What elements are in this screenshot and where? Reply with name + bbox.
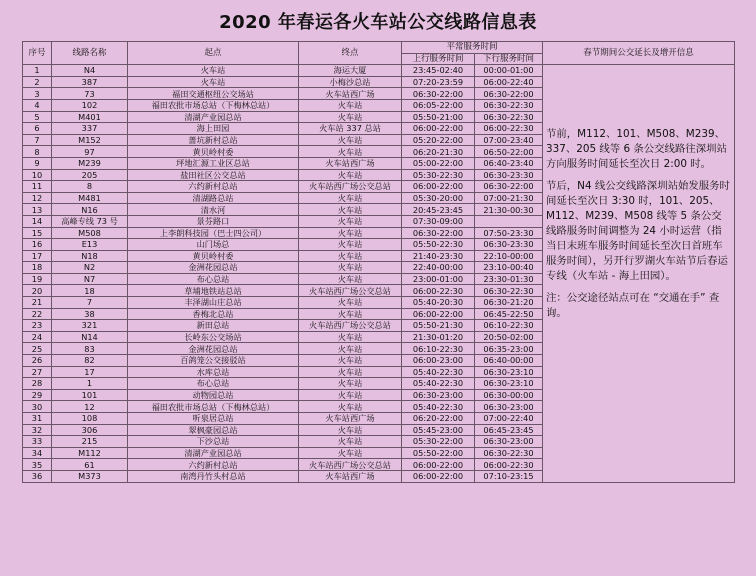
up-time-cell: 06:30-22:00 xyxy=(402,88,475,100)
line-cell: N4 xyxy=(52,65,128,77)
line-cell: 12 xyxy=(52,401,128,413)
down-time-cell: 06:10-22:30 xyxy=(475,320,543,332)
end-cell: 火车站 xyxy=(299,308,402,320)
seq-cell: 7 xyxy=(23,134,52,146)
seq-cell: 1 xyxy=(23,65,52,77)
table-row xyxy=(23,65,735,77)
end-cell: 火车站 xyxy=(299,250,402,262)
down-time-cell: 07:00-23:40 xyxy=(475,134,543,146)
start-cell: 坪地汇源工业区总站 xyxy=(128,157,299,169)
up-time-cell: 06:00-22:00 xyxy=(402,181,475,193)
line-cell: 101 xyxy=(52,389,128,401)
start-cell: 福田交通枢纽公交场站 xyxy=(128,88,299,100)
up-time-cell: 06:20-22:00 xyxy=(402,413,475,425)
note-pre-holiday: 节前，M112、101、M508、M239、337、205 线等 6 条公交线路往深圳站方向服务时间延长至次日 2:00 时。 xyxy=(546,128,727,171)
header-line: 线路名称 xyxy=(52,42,128,65)
seq-cell: 3 xyxy=(23,88,52,100)
end-cell: 火车站 xyxy=(299,401,402,413)
end-cell: 火车站 xyxy=(299,366,402,378)
seq-cell: 17 xyxy=(23,250,52,262)
start-cell: 山门场总 xyxy=(128,239,299,251)
end-cell: 火车站 xyxy=(299,343,402,355)
end-cell: 火车站西广场 xyxy=(299,157,402,169)
start-cell: 福田农批市场总站（下梅林总站） xyxy=(128,401,299,413)
down-time-cell: 06:45-22:50 xyxy=(475,308,543,320)
line-cell: M401 xyxy=(52,111,128,123)
line-cell: 73 xyxy=(52,88,128,100)
up-time-cell: 06:20-21:30 xyxy=(402,146,475,158)
seq-cell: 2 xyxy=(23,76,52,88)
start-cell: 上李朗科技园（巴士四公司） xyxy=(128,227,299,239)
seq-cell: 35 xyxy=(23,459,52,471)
seq-cell: 23 xyxy=(23,320,52,332)
header-down: 下行服务时间 xyxy=(475,53,543,65)
line-cell: M239 xyxy=(52,157,128,169)
seq-cell: 12 xyxy=(23,192,52,204)
header-end: 终点 xyxy=(299,42,402,65)
start-cell: 清湖产业园总站 xyxy=(128,111,299,123)
up-time-cell: 06:00-22:00 xyxy=(402,459,475,471)
start-cell: 水库总站 xyxy=(128,366,299,378)
down-time-cell: 21:30-00:30 xyxy=(475,204,543,216)
line-cell: 215 xyxy=(52,436,128,448)
up-time-cell: 06:05-22:00 xyxy=(402,99,475,111)
start-cell: 盐田社区公交总站 xyxy=(128,169,299,181)
seq-cell: 6 xyxy=(23,123,52,135)
line-cell: N16 xyxy=(52,204,128,216)
down-time-cell: 07:00-21:30 xyxy=(475,192,543,204)
down-time-cell: 06:00-22:30 xyxy=(475,459,543,471)
up-time-cell: 06:00-23:00 xyxy=(402,355,475,367)
down-time-cell: 07:00-22:40 xyxy=(475,413,543,425)
down-time-cell: 00:00-01:00 xyxy=(475,65,543,77)
seq-cell: 5 xyxy=(23,111,52,123)
seq-cell: 30 xyxy=(23,401,52,413)
down-time-cell: 23:10-00:40 xyxy=(475,262,543,274)
start-cell: 翠枫豪园总站 xyxy=(128,424,299,436)
down-time-cell: 23:30-01:30 xyxy=(475,273,543,285)
seq-cell: 8 xyxy=(23,146,52,158)
start-cell: 长岭东公交场站 xyxy=(128,331,299,343)
up-time-cell: 06:10-22:30 xyxy=(402,343,475,355)
seq-cell: 31 xyxy=(23,413,52,425)
end-cell: 火车站 337 总站 xyxy=(299,123,402,135)
end-cell: 火车站 xyxy=(299,297,402,309)
up-time-cell: 05:40-22:30 xyxy=(402,378,475,390)
seq-cell: 11 xyxy=(23,181,52,193)
end-cell: 火车站 xyxy=(299,99,402,111)
end-cell: 火车站 xyxy=(299,355,402,367)
start-cell: 丰泽湖山庄总站 xyxy=(128,297,299,309)
down-time-cell: 06:30-22:30 xyxy=(475,285,543,297)
down-time-cell: 07:10-23:15 xyxy=(475,470,543,482)
up-time-cell: 05:40-22:30 xyxy=(402,401,475,413)
start-cell: 火车站 xyxy=(128,76,299,88)
down-time-cell: 06:40-23:40 xyxy=(475,157,543,169)
header-up: 上行服务时间 xyxy=(402,53,475,65)
end-cell: 火车站 xyxy=(299,273,402,285)
seq-cell: 34 xyxy=(23,447,52,459)
up-time-cell: 21:30-01:20 xyxy=(402,331,475,343)
page-title: 2020 年春运各火车站公交线路信息表 xyxy=(219,12,537,33)
seq-cell: 26 xyxy=(23,355,52,367)
down-time-cell: 06:30-22:30 xyxy=(475,99,543,111)
start-cell: 清湖产业园总站 xyxy=(128,447,299,459)
down-time-cell: 06:30-22:30 xyxy=(475,111,543,123)
down-time-cell: 06:00-22:30 xyxy=(475,123,543,135)
start-cell: 黄贝岭村委 xyxy=(128,146,299,158)
down-time-cell: 06:00-22:40 xyxy=(475,76,543,88)
up-time-cell: 05:20-22:00 xyxy=(402,134,475,146)
line-cell: E13 xyxy=(52,239,128,251)
line-cell: M373 xyxy=(52,470,128,482)
line-cell: M152 xyxy=(52,134,128,146)
line-cell: 321 xyxy=(52,320,128,332)
note-post-holiday: 节后，N4 线公交线路深圳站始发服务时间延长至次日 3:30 时，101、205、M112、M239、M508 线等 5 条公交线路服务时间调整为 24 小时运营（指当日末班车服务时间延长至次日首班车服务时间），另开行罗湖火车站节后春运专线（火车站 - 海上田园）。 xyxy=(546,180,730,283)
note-lookup: 注：公交途径站点可在 “交通在手” 查询。 xyxy=(546,292,720,320)
down-time-cell: 06:30-22:00 xyxy=(475,88,543,100)
up-time-cell: 05:45-23:00 xyxy=(402,424,475,436)
end-cell: 火车站 xyxy=(299,204,402,216)
up-time-cell: 05:30-20:00 xyxy=(402,192,475,204)
down-time-cell xyxy=(475,215,543,227)
start-cell: 金洲花园总站 xyxy=(128,262,299,274)
start-cell: 百鸽笼公交接驳站 xyxy=(128,355,299,367)
up-time-cell: 05:00-22:00 xyxy=(402,157,475,169)
end-cell: 火车站西广场 xyxy=(299,413,402,425)
end-cell: 火车站 xyxy=(299,227,402,239)
start-cell: 新田总站 xyxy=(128,320,299,332)
start-cell: 下沙总站 xyxy=(128,436,299,448)
down-time-cell: 06:30-23:10 xyxy=(475,378,543,390)
start-cell: 布心总站 xyxy=(128,378,299,390)
down-time-cell: 06:30-22:00 xyxy=(475,181,543,193)
line-cell: 97 xyxy=(52,146,128,158)
seq-cell: 13 xyxy=(23,204,52,216)
seq-cell: 25 xyxy=(23,343,52,355)
end-cell: 火车站西广场公交总站 xyxy=(299,285,402,297)
seq-cell: 9 xyxy=(23,157,52,169)
up-time-cell: 06:30-23:00 xyxy=(402,389,475,401)
down-time-cell: 06:30-23:00 xyxy=(475,436,543,448)
seq-cell: 16 xyxy=(23,239,52,251)
up-time-cell: 06:00-22:00 xyxy=(402,123,475,135)
seq-cell: 33 xyxy=(23,436,52,448)
up-time-cell: 06:00-22:00 xyxy=(402,308,475,320)
end-cell: 海运大厦 xyxy=(299,65,402,77)
seq-cell: 20 xyxy=(23,285,52,297)
line-cell: M481 xyxy=(52,192,128,204)
start-cell: 景芬路口 xyxy=(128,215,299,227)
down-time-cell: 06:45-23:45 xyxy=(475,424,543,436)
line-cell: 337 xyxy=(52,123,128,135)
up-time-cell: 20:45-23:45 xyxy=(402,204,475,216)
line-cell: N7 xyxy=(52,273,128,285)
start-cell: 火车站 xyxy=(128,65,299,77)
seq-cell: 29 xyxy=(23,389,52,401)
seq-cell: 27 xyxy=(23,366,52,378)
seq-cell: 15 xyxy=(23,227,52,239)
start-cell: 黄贝岭村委 xyxy=(128,250,299,262)
up-time-cell: 05:50-22:30 xyxy=(402,239,475,251)
seq-cell: 18 xyxy=(23,262,52,274)
line-cell: M508 xyxy=(52,227,128,239)
start-cell: 六约新村总站 xyxy=(128,459,299,471)
line-cell: 8 xyxy=(52,181,128,193)
up-time-cell: 05:30-22:30 xyxy=(402,169,475,181)
line-cell: 83 xyxy=(52,343,128,355)
line-cell: 7 xyxy=(52,297,128,309)
end-cell: 小梅沙总站 xyxy=(299,76,402,88)
start-cell: 清水河 xyxy=(128,204,299,216)
end-cell: 火车站西广场公交总站 xyxy=(299,459,402,471)
seq-cell: 32 xyxy=(23,424,52,436)
start-cell: 海上田园 xyxy=(128,123,299,135)
up-time-cell: 22:40-00:00 xyxy=(402,262,475,274)
line-cell: 108 xyxy=(52,413,128,425)
end-cell: 火车站 xyxy=(299,262,402,274)
up-time-cell: 05:40-22:30 xyxy=(402,366,475,378)
end-cell: 火车站西广场公交总站 xyxy=(299,181,402,193)
seq-cell: 10 xyxy=(23,169,52,181)
up-time-cell: 07:30-09:00 xyxy=(402,215,475,227)
up-time-cell: 23:45-02:40 xyxy=(402,65,475,77)
line-cell: 387 xyxy=(52,76,128,88)
seq-cell: 14 xyxy=(23,215,52,227)
start-cell: 听泉居总站 xyxy=(128,413,299,425)
line-cell: 18 xyxy=(52,285,128,297)
end-cell: 火车站 xyxy=(299,447,402,459)
up-time-cell: 05:50-22:00 xyxy=(402,447,475,459)
down-time-cell: 20:50-02:00 xyxy=(475,331,543,343)
end-cell: 火车站西广场公交总站 xyxy=(299,320,402,332)
line-cell: 1 xyxy=(52,378,128,390)
down-time-cell: 07:50-23:30 xyxy=(475,227,543,239)
up-time-cell: 05:40-20:30 xyxy=(402,297,475,309)
up-time-cell: 21:40-23:30 xyxy=(402,250,475,262)
end-cell: 火车站 xyxy=(299,111,402,123)
end-cell: 火车站 xyxy=(299,215,402,227)
down-time-cell: 06:30-21:20 xyxy=(475,297,543,309)
down-time-cell: 06:30-23:30 xyxy=(475,169,543,181)
line-cell: 306 xyxy=(52,424,128,436)
line-cell: 38 xyxy=(52,308,128,320)
start-cell: 香梅北总站 xyxy=(128,308,299,320)
end-cell: 火车站 xyxy=(299,331,402,343)
line-cell: 82 xyxy=(52,355,128,367)
up-time-cell: 05:50-21:30 xyxy=(402,320,475,332)
line-cell: 61 xyxy=(52,459,128,471)
seq-cell: 21 xyxy=(23,297,52,309)
end-cell: 火车站 xyxy=(299,146,402,158)
start-cell: 动物园总站 xyxy=(128,389,299,401)
up-time-cell: 05:50-21:00 xyxy=(402,111,475,123)
down-time-cell: 06:30-23:10 xyxy=(475,366,543,378)
down-time-cell: 06:30-23:00 xyxy=(475,401,543,413)
end-cell: 火车站西广场 xyxy=(299,88,402,100)
start-cell: 草埔地铁站总站 xyxy=(128,285,299,297)
seq-cell: 22 xyxy=(23,308,52,320)
down-time-cell: 06:30-00:00 xyxy=(475,389,543,401)
end-cell: 火车站 xyxy=(299,378,402,390)
start-cell: 布心总站 xyxy=(128,273,299,285)
up-time-cell: 06:00-22:00 xyxy=(402,470,475,482)
notes-cell xyxy=(543,65,735,482)
end-cell: 火车站 xyxy=(299,389,402,401)
start-cell: 六约新村总站 xyxy=(128,181,299,193)
start-cell: 福田农批市场总站（下梅林总站） xyxy=(128,99,299,111)
down-time-cell: 06:30-23:30 xyxy=(475,239,543,251)
up-time-cell: 23:00-01:00 xyxy=(402,273,475,285)
down-time-cell: 06:40-00:00 xyxy=(475,355,543,367)
up-time-cell: 05:30-22:00 xyxy=(402,436,475,448)
up-time-cell: 06:30-22:00 xyxy=(402,227,475,239)
end-cell: 火车站 xyxy=(299,192,402,204)
schedule-body xyxy=(23,65,735,482)
header-service: 平常服务时间 xyxy=(402,42,543,54)
schedule-table xyxy=(22,41,735,483)
down-time-cell: 06:30-22:30 xyxy=(475,447,543,459)
seq-cell: 19 xyxy=(23,273,52,285)
line-cell: 205 xyxy=(52,169,128,181)
line-cell: 17 xyxy=(52,366,128,378)
line-cell: 102 xyxy=(52,99,128,111)
end-cell: 火车站 xyxy=(299,424,402,436)
line-cell: N14 xyxy=(52,331,128,343)
start-cell: 金洲花园总站 xyxy=(128,343,299,355)
down-time-cell: 06:50-22:00 xyxy=(475,146,543,158)
up-time-cell: 06:00-22:30 xyxy=(402,285,475,297)
start-cell: 蔷坑新村总站 xyxy=(128,134,299,146)
up-time-cell: 07:20-23:59 xyxy=(402,76,475,88)
seq-cell: 24 xyxy=(23,331,52,343)
seq-cell: 4 xyxy=(23,99,52,111)
seq-cell: 36 xyxy=(23,470,52,482)
down-time-cell: 22:10-00:00 xyxy=(475,250,543,262)
line-cell: N18 xyxy=(52,250,128,262)
start-cell: 清湖路总站 xyxy=(128,192,299,204)
start-cell: 南湾丹竹头村总站 xyxy=(128,470,299,482)
header-seq: 序号 xyxy=(23,42,52,65)
line-cell: M112 xyxy=(52,447,128,459)
end-cell: 火车站 xyxy=(299,134,402,146)
end-cell: 火车站西广场 xyxy=(299,470,402,482)
header-start: 起点 xyxy=(128,42,299,65)
end-cell: 火车站 xyxy=(299,239,402,251)
line-cell: N2 xyxy=(52,262,128,274)
seq-cell: 28 xyxy=(23,378,52,390)
end-cell: 火车站 xyxy=(299,436,402,448)
line-cell: 高峰专线 73 号 xyxy=(52,215,128,227)
end-cell: 火车站 xyxy=(299,169,402,181)
down-time-cell: 06:35-23:00 xyxy=(475,343,543,355)
header-notes: 春节期间公交延长及增开信息 xyxy=(543,42,735,65)
